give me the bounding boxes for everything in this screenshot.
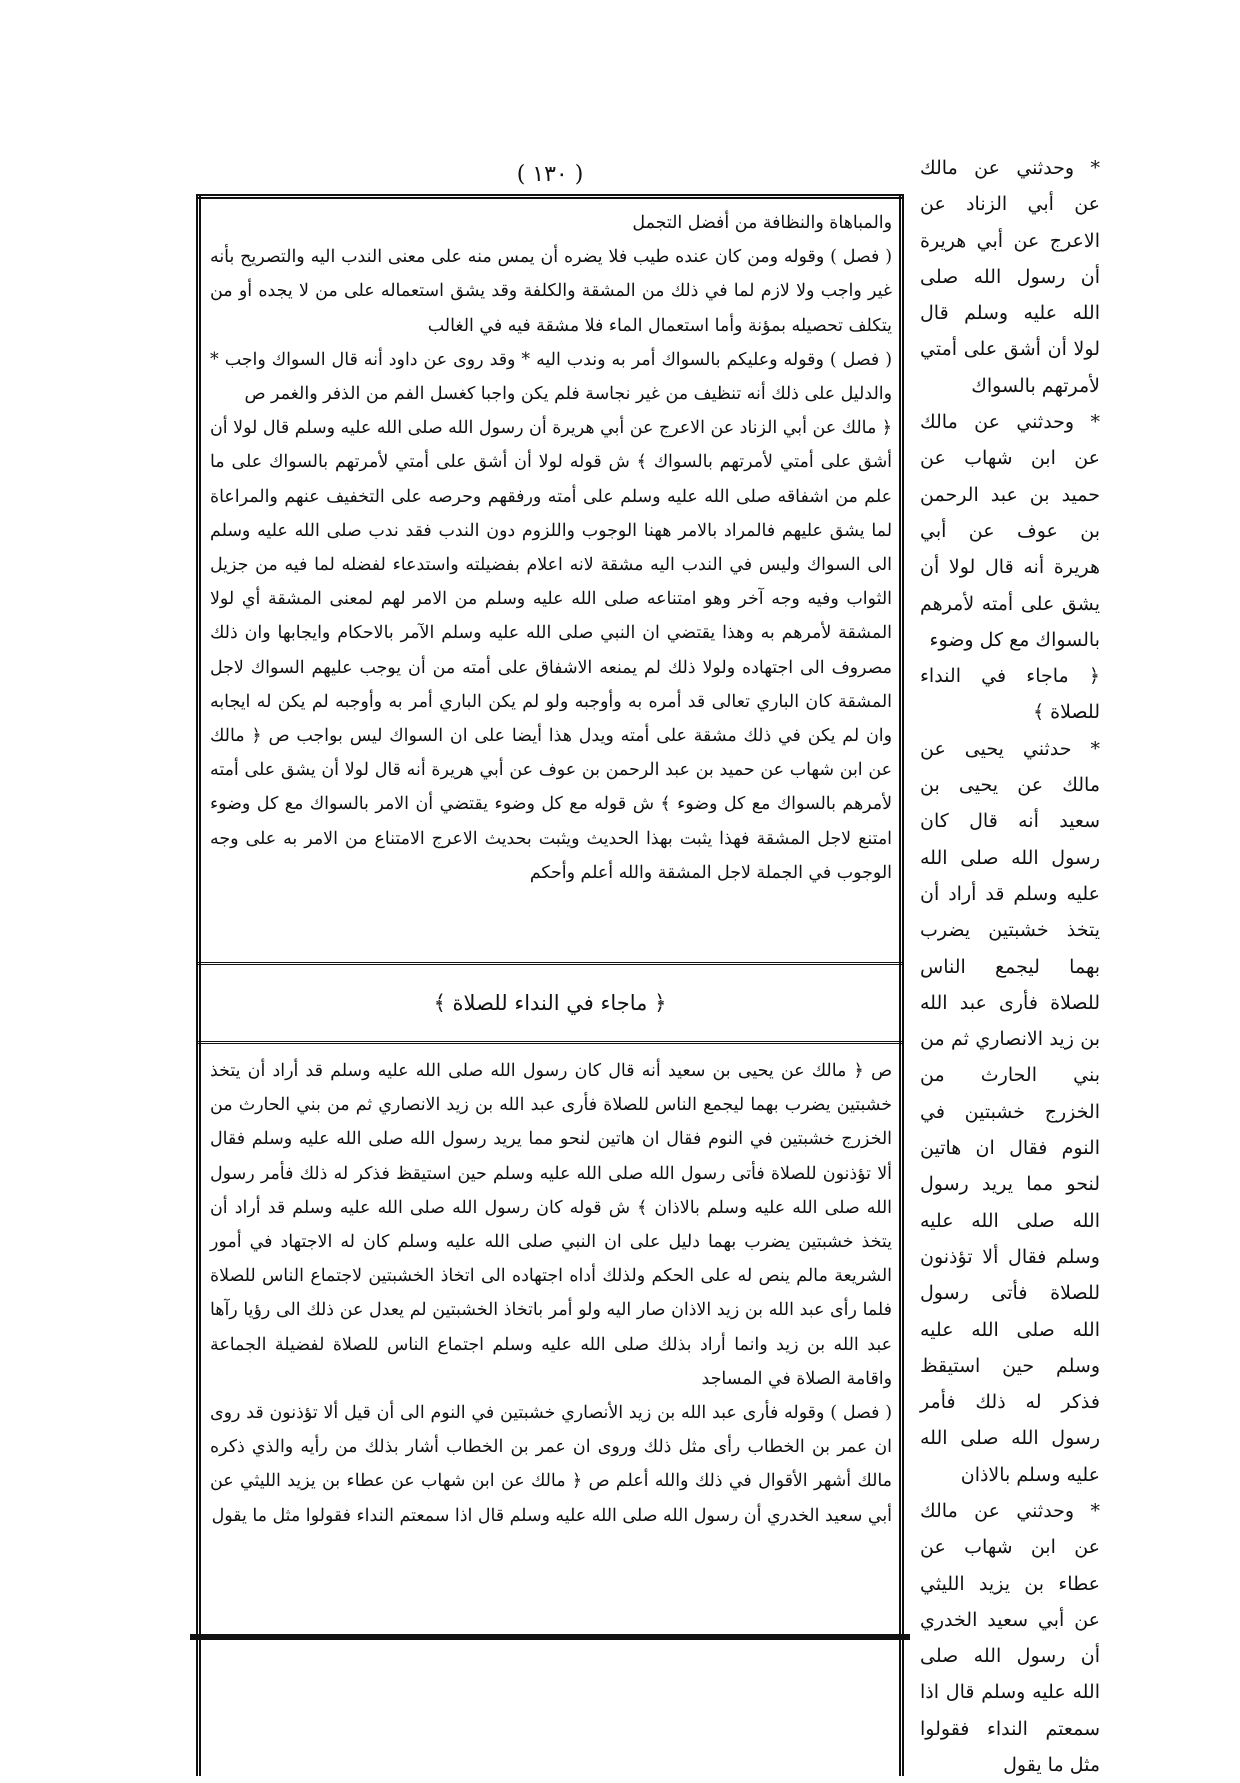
section-paragraph: ص ﴿ مالك عن يحيى بن سعيد أنه قال كان رسول الله صلى الله عليه وسلم قد أراد أن يتخذ خشبتين يضرب بهما ليجمع الناس للصلاة فأرى عبد الله بن زيد الانصاري ثم من بني الحارث من الخزرج خشبتين في النوم فقال ان هاتين لنحو مما يريد رسول الله صلى الله عليه وسلم فقال ألا تؤذنون للصلاة فأتى رسول الله صلى الله عليه وسلم حين استيقظ فذكر له ذلك فأمر رسول الله صلى الله عليه وسلم بالاذان ﴾ ش قوله كان رسول الله صلى الله عليه وسلم قد أراد أن يتخذ خشبتين يضرب بهما دليل على ان النبي صلى الله عليه وسلم كان له الاجتهاد في أمور الشريعة مالم ينص له على الحكم ولذلك أداه اجتهاده الى اتخاذ الخشبتين لاجتماع الناس للصلاة فلما رأى عبد الله بن زيد الاذان صار اليه ولو أمر باتخاذ الخشبتين لم يعدل عن ذلك الى رؤيا رآها عبد الله بن زيد وانما أراد بذلك صلى الله عليه وسلم اجتماع الناس للصلاة لفضيلة الجماعة واقامة الصلاة في المساجد xyxy=(210,1061,892,1389)
section-heading-box xyxy=(196,962,904,1044)
commentary-paragraph: والمباهاة والنظافة من أفضل التجمل xyxy=(632,213,892,233)
commentary-paragraph: ( فصل ) وقوله ومن كان عنده طيب فلا يضره أن يمس منه على معنى الندب اليه والتصريح بأنه غير واجب ولا لازم لما في ذلك من المشقة والكلفة وقد يشق استعماله على من لا يجده أو من يتكلف تحصيله بمؤنة وأما استعمال الماء فلا مشقة فيه في الغالب xyxy=(210,247,892,336)
commentary-text xyxy=(210,206,892,890)
section-paragraph: ( فصل ) وقوله فأرى عبد الله بن زيد الأنصاري خشبتين في النوم الى أن قيل ألا تؤذنون قد روى ان عمر بن الخطاب رأى مثل ذلك وروى ان عمر بن الخطاب أشار بذلك من رأيه والذي ذكره مالك أشهر الأقوال في ذلك والله أعلم ص ﴿ مالك عن ابن شهاب عن عطاء بن يزيد الليثي عن أبي سعيد الخدري أن رسول الله صلى الله عليه وسلم قال اذا سمعتم النداء فقولوا مثل ما يقول xyxy=(210,1403,892,1526)
margin-matn-column xyxy=(920,150,1100,1783)
margin-paragraph: * حدثني يحيى عن مالك عن يحيى بن سعيد أنه قال كان رسول الله صلى الله عليه وسلم قد أراد أن يتخذ خشبتين يضرب بهما ليجمع الناس للصلاة فأرى عبد الله بن زيد الانصاري ثم من بني الحارث من الخزرج خشبتين في النوم فقال ان هاتين لنحو مما يريد رسول الله صلى الله عليه وسلم فقال ألا تؤذنون للصلاة فأتى رسول الله صلى الله عليه وسلم حين استيقظ فذكر له ذلك فأمر رسول الله صلى الله عليه وسلم بالاذان xyxy=(920,737,1100,1486)
section-heading: ﴿ ماجاء في النداء للصلاة ﴾ xyxy=(433,991,667,1015)
section-text xyxy=(210,1054,892,1533)
margin-paragraph: * وحدثني عن مالك عن ابن شهاب عن عطاء بن يزيد الليثي عن أبي سعيد الخدري أن رسول الله صلى الله عليه وسلم قال اذا سمعتم النداء فقولوا مثل ما يقول xyxy=(920,1499,1100,1777)
commentary-paragraph: ﴿ مالك عن أبي الزناد عن الاعرج عن أبي هريرة أن رسول الله صلى الله عليه وسلم قال لولا أن أشق على أمتي لأمرتهم بالسواك ﴾ ش قوله لولا أن أشق على أمتي لأمرتهم بالسواك على ما علم من اشفاقه صلى الله عليه وسلم على أمته ورفقهم وحرصه على التخفيف عنهم والمراعاة لما يشق عليهم فالمراد بالامر ههنا الوجوب واللزوم دون الندب فقد ندب صلى الله عليه وسلم الى السواك وليس في الندب اليه مشقة لانه اعلام بفضيلته واستدعاء لفضله لما فيه من جزيل الثواب وفيه وجه آخر وهو امتناعه صلى الله عليه وسلم من الامر لهم لمعنى المشقة أي لولا المشقة لأمرهم به وهذا يقتضي ان النبي صلى الله عليه وسلم الآمر بالاحكام وايجابها وان ذلك مصروف الى اجتهاده ولولا ذلك لم يمنعه الاشفاق على أمته من أن يوجب عليهم السواك لاجل المشقة كان الباري تعالى قد أمره به وأوجبه ولو لم يكن الباري أمر به وأوجبه لم يكن له ايجابه وان لم يكن في ذلك مشقة على أمته ويدل هذا أيضا على ان السواك ليس بواجب ص ﴿ مالك عن ابن شهاب عن حميد بن عبد الرحمن بن عوف عن أبي هريرة أنه قال لولا أن يشق على أمته لأمرهم بالسواك مع كل وضوء ﴾ ش قوله مع كل وضوء يقتضي أن الامر بالسواك مع كل وضوء امتنع لاجل المشقة فهذا يثبت بهذا الحديث ويثبت بحديث الاعرج الامتناع من الامر به على وجه الوجوب في الجملة لاجل المشقة والله أعلم وأحكم xyxy=(210,418,892,883)
margin-paragraph: * وحدثني عن مالك عن ابن شهاب عن حميد بن عبد الرحمن بن عوف عن أبي هريرة أنه قال لولا أن يشق على أمته لأمرهم بالسواك مع كل وضوء xyxy=(920,411,1100,651)
page-number: ( ١٣٠ ) xyxy=(516,162,584,187)
commentary-paragraph: ( فصل ) وقوله وعليكم بالسواك أمر به وندب اليه * وقد روى عن داود أنه قال السواك واجب * والدليل على ذلك أنه تنظيف من غير نجاسة فلم يكن واجبا كغسل الفم من الذفر والغمر ص xyxy=(210,349,892,405)
margin-heading: ﴿ ماجاء في النداء للصلاة ﴾ xyxy=(920,665,1100,724)
bottom-rule xyxy=(190,1634,910,1640)
margin-paragraph: * وحدثني عن مالك عن أبي الزناد عن الاعرج عن أبي هريرة أن رسول الله صلى الله عليه وسلم قال لولا أن أشق على أمتي لأمرتهم بالسواك xyxy=(920,157,1100,397)
